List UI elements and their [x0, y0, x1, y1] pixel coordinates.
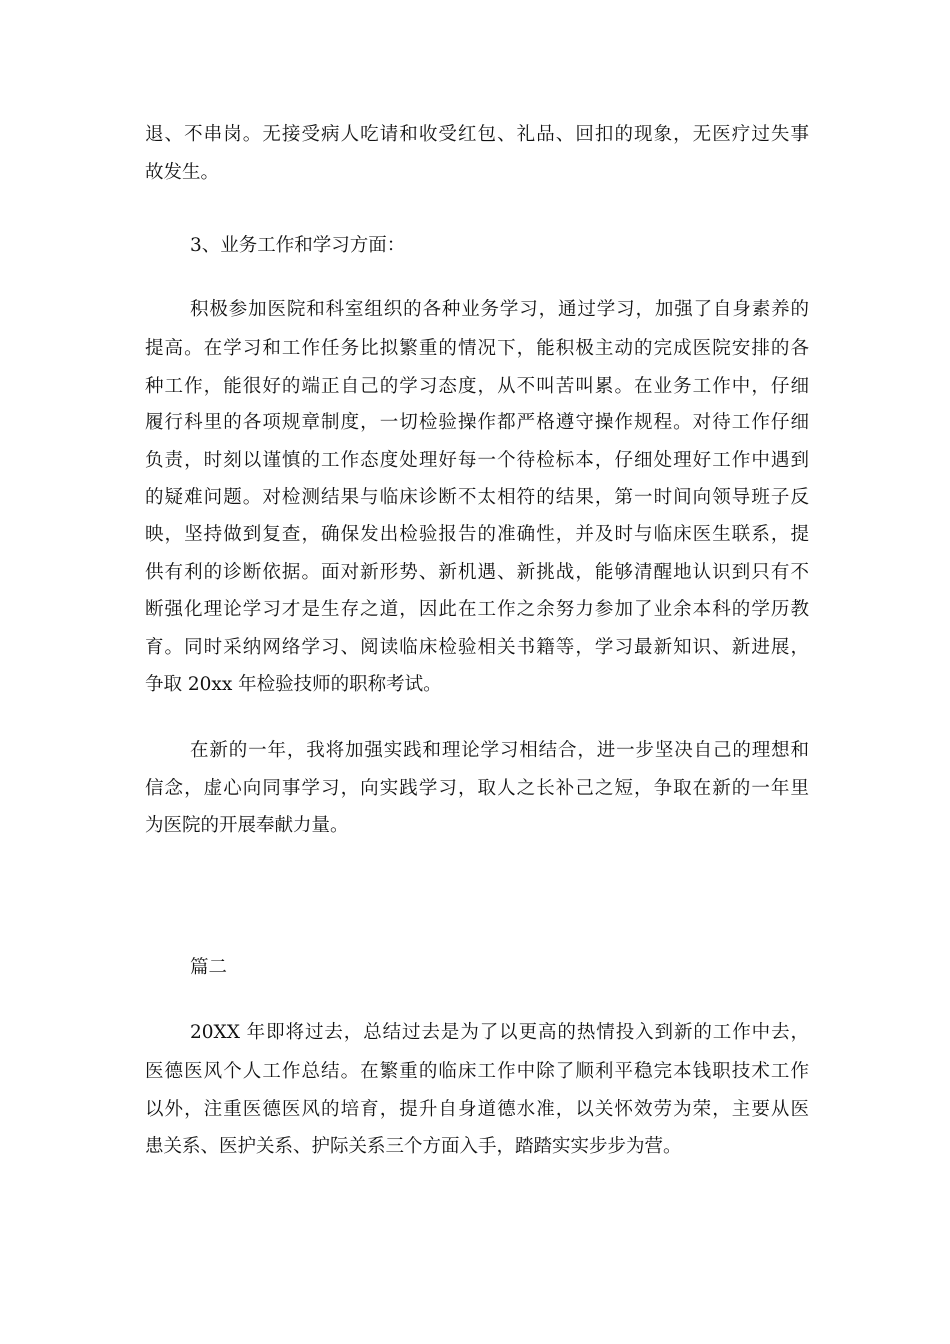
text-line: 的疑难问题。对检测结果与临床诊断不太相符的结果，第一时间向领导班子反 — [145, 487, 809, 508]
text-line: 为医院的开展奉献力量。 — [145, 815, 349, 836]
text-line: 育。同时采纳网络学习、阅读临床检验相关书籍等，学习最新知识、新进展， — [145, 637, 809, 658]
text-line: 争取 20xx 年检验技师的职称考试。 — [145, 674, 442, 695]
text-line: 故发生。 — [145, 162, 220, 183]
text-line: 断强化理论学习才是生存之道，因此在工作之余努力参加了业余本科的学历教 — [145, 599, 809, 620]
text-line: 映，坚持做到复查，确保发出检验报告的准确性，并及时与临床医生联系，提 — [145, 524, 809, 545]
text-line: 医德医风个人工作总结。在繁重的临床工作中除了顺利平稳完本钱职技术工作 — [145, 1061, 809, 1082]
text-line: 在新的一年，我将加强实践和理论学习相结合，进一步坚决自己的理想和 — [190, 740, 809, 761]
text-line: 供有利的诊断依据。面对新形势、新机遇、新挑战，能够清醒地认识到只有不 — [145, 562, 809, 583]
section-heading: 3、业务工作和学习方面： — [190, 235, 406, 256]
text-line: 负责，时刻以谨慎的工作态度处理好每一个待检标本，仔细处理好工作中遇到 — [145, 450, 809, 471]
text-line: 积极参加医院和科室组织的各种业务学习，通过学习，加强了自身素养的 — [190, 299, 809, 320]
text-line: 患关系、医护关系、护际关系三个方面入手，踏踏实实步步为营。 — [145, 1136, 682, 1157]
text-line: 退、不串岗。无接受病人吃请和收受红包、礼品、回扣的现象，无医疗过失事 — [145, 124, 809, 145]
text-line: 信念，虚心向同事学习，向实践学习，取人之长补己之短，争取在新的一年里 — [145, 778, 809, 799]
text-line: 种工作，能很好的端正自己的学习态度，从不叫苦叫累。在业务工作中，仔细 — [145, 376, 809, 397]
section-title: 篇二 — [190, 957, 228, 978]
text-line: 履行科里的各项规章制度，一切检验操作都严格遵守操作规程。对待工作仔细 — [145, 412, 809, 433]
text-line: 提高。在学习和工作任务比拟繁重的情况下，能积极主动的完成医院安排的各 — [145, 338, 809, 359]
text-line: 20XX 年即将过去，总结过去是为了以更高的热情投入到新的工作中去， — [190, 1022, 809, 1043]
text-line: 以外，注重医德医风的培育，提升自身道德水准，以关怀效劳为荣，主要从医 — [145, 1099, 809, 1120]
